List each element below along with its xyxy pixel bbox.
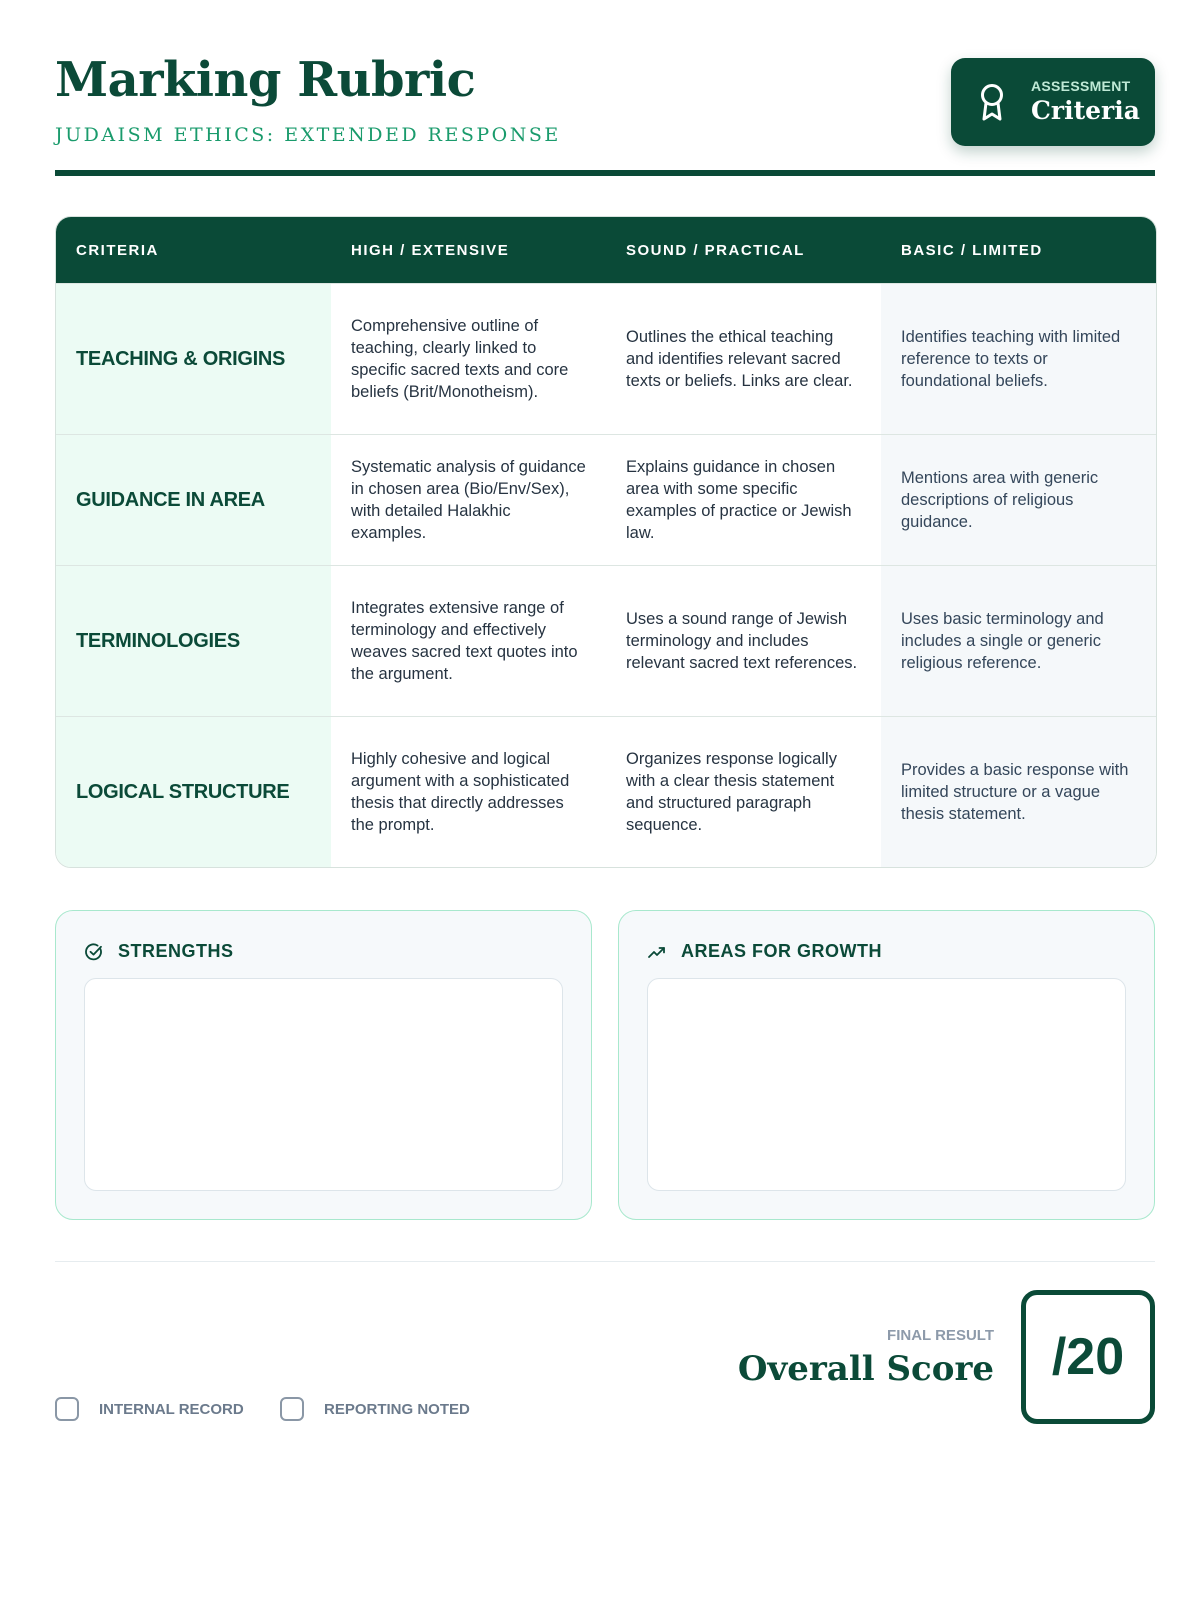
sound-cell: Organizes response logically with a clear thesis statement and structured paragraph sequence. — [626, 750, 837, 834]
table-row — [56, 283, 1156, 434]
column-header-basic: BASIC / LIMITED — [901, 241, 1043, 259]
award-ribbon-icon — [979, 82, 1005, 122]
criteria-cell: GUIDANCE IN AREA — [56, 435, 331, 565]
assessment-badge — [951, 58, 1155, 146]
criteria-cell: LOGICAL STRUCTURE — [56, 717, 331, 867]
strengths-panel — [55, 910, 592, 1220]
rubric-table — [55, 216, 1157, 868]
page-title: Marking Rubric — [55, 52, 476, 108]
growth-input[interactable] — [647, 978, 1126, 1191]
rubric-page — [55, 0, 1155, 1418]
high-cell: Highly cohesive and logical argument with a sophisticated thesis that directly addresses the prompt. — [351, 750, 570, 834]
strengths-header — [84, 941, 234, 962]
strengths-title: STRENGTHS — [118, 941, 234, 961]
final-result-label: FINAL RESULT — [887, 1327, 994, 1344]
check-circle-icon — [84, 942, 104, 962]
footer-divider — [55, 1261, 1155, 1262]
basic-cell: Identifies teaching with limited reference to texts or foundational beliefs. — [881, 284, 1156, 434]
strengths-input[interactable] — [84, 978, 563, 1191]
overall-score-title: Overall Score — [737, 1349, 994, 1389]
score-box[interactable] — [1021, 1290, 1155, 1424]
rubric-header-row — [56, 217, 1156, 283]
column-header-sound: SOUND / PRACTICAL — [626, 241, 805, 259]
trending-up-icon — [647, 942, 667, 962]
growth-title: AREAS FOR GROWTH — [681, 941, 882, 961]
sound-cell: Explains guidance in chosen area with some specific examples of practice or Jewish law. — [626, 458, 852, 542]
sound-cell: Outlines the ethical teaching and identifies relevant sacred texts or beliefs. Links are clear. — [626, 328, 853, 390]
internal-record-label: INTERNAL RECORD — [99, 1400, 244, 1418]
reporting-noted-checkbox[interactable] — [280, 1397, 304, 1421]
score-value: /20 — [1051, 1328, 1125, 1386]
high-cell: Systematic analysis of guidance in chosen area (Bio/Env/Sex), with detailed Halakhic examples. — [351, 458, 586, 542]
criteria-cell: TERMINOLOGIES — [56, 566, 331, 716]
column-header-criteria: CRITERIA — [76, 241, 159, 259]
basic-cell: Mentions area with generic descriptions of religious guidance. — [881, 435, 1156, 565]
badge-label: ASSESSMENT — [1031, 78, 1131, 94]
page-subtitle: JUDAISM ETHICS: EXTENDED RESPONSE — [55, 124, 561, 146]
page-header — [55, 0, 1155, 176]
growth-panel — [618, 910, 1155, 1220]
criteria-cell: TEACHING & ORIGINS — [56, 284, 331, 434]
internal-record-option[interactable] — [55, 1397, 244, 1421]
sound-cell: Uses a sound range of Jewish terminology and includes relevant sacred text references. — [626, 610, 858, 672]
internal-record-checkbox[interactable] — [55, 1397, 79, 1421]
growth-header — [647, 941, 882, 962]
table-row — [56, 716, 1156, 867]
table-row — [56, 565, 1156, 716]
reporting-noted-option[interactable] — [280, 1397, 470, 1421]
high-cell: Integrates extensive range of terminology and effectively weaves sacred text quotes into the argument. — [351, 599, 578, 683]
table-row — [56, 434, 1156, 565]
high-cell: Comprehensive outline of teaching, clearly linked to specific sacred texts and core beliefs (Brit/Monotheism). — [351, 317, 569, 401]
basic-cell: Provides a basic response with limited structure or a vague thesis statement. — [881, 717, 1156, 867]
reporting-noted-label: REPORTING NOTED — [324, 1400, 470, 1418]
badge-value: Criteria — [1031, 96, 1140, 125]
column-header-high: HIGH / EXTENSIVE — [351, 241, 510, 259]
basic-cell: Uses basic terminology and includes a single or generic religious reference. — [881, 566, 1156, 716]
